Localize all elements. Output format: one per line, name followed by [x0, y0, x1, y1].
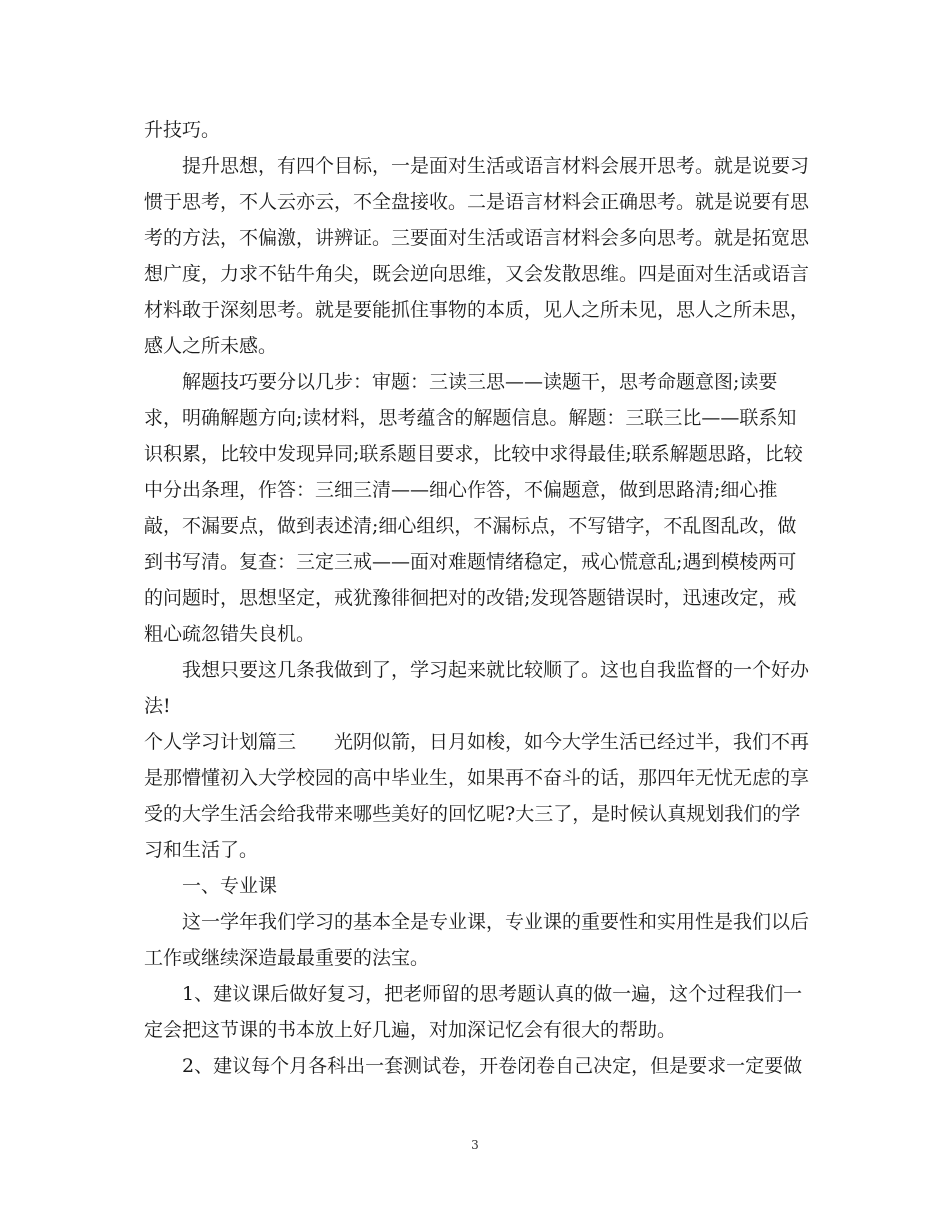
text-line: 考的方法，不偏激，讲辨证。三要面对生活或语言材料会多向思考。就是拓宽思 [144, 227, 810, 249]
text-line: 敲，不漏要点，做到表述清;细心组织，不漏标点，不写错字，不乱图乱改，做 [144, 515, 797, 537]
section-heading-line: 个人学习计划篇三 光阴似箭，日月如梭，如今大学生活已经过半，我们不再 [144, 731, 810, 753]
text-line: 材料敢于深刻思考。就是要能抓住事物的本质，见人之所未见，思人之所未思， [144, 299, 810, 321]
text-line: 到书写清。复查：三定三戒——面对难题情绪稳定，戒心慌意乱;遇到模棱两可 [144, 551, 797, 573]
text-line: 惯于思考，不人云亦云，不全盘接收。二是语言材料会正确思考。就是说要有思 [144, 191, 810, 213]
subheading-line: 一、专业课 [182, 875, 278, 897]
text-line: 升技巧。 [144, 119, 221, 141]
text-line: 法! [144, 695, 171, 717]
paragraph-line: 2、建议每个月各科出一套测试卷，开卷闭卷自己决定，但是要求一定要做 [182, 1055, 803, 1077]
text-line: 习和生活了。 [144, 839, 259, 861]
paragraph-line: 解题技巧要分以几步：审题：三读三思——读题干，思考命题意图;读要 [182, 371, 778, 393]
text-line: 受的大学生活会给我带来哪些美好的回忆呢?大三了，是时候认真规划我们的学 [144, 803, 801, 825]
paragraph-line: 1、建议课后做好复习，把老师留的思考题认真的做一遍，这个过程我们一 [182, 983, 803, 1005]
text-line: 是那懵懂初入大学校园的高中毕业生，如果再不奋斗的话，那四年无忧无虑的享 [144, 767, 810, 789]
page-number: 3 [471, 1138, 479, 1152]
text-line: 感人之所未感。 [144, 335, 278, 357]
text-line: 粗心疏忽错失良机。 [144, 623, 316, 645]
text-line: 中分出条理，作答：三细三清——细心作答，不偏题意，做到思路清;细心推 [144, 479, 778, 501]
text-line: 的问题时，思想坚定，戒犹豫徘徊把对的改错;发现答题错误时，迅速改定，戒 [144, 587, 797, 609]
paragraph-line: 我想只要这几条我做到了，学习起来就比较顺了。这也自我监督的一个好办 [182, 659, 810, 681]
paragraph-line: 提升思想，有四个目标，一是面对生活或语言材料会展开思考。就是说要习 [182, 155, 810, 177]
text-line: 想广度，力求不钻牛角尖，既会逆向思维，又会发散思维。四是面对生活或语言 [144, 263, 810, 285]
text-line: 定会把这节课的书本放上好几遍，对加深记忆会有很大的帮助。 [144, 1019, 677, 1041]
paragraph-line: 这一学年我们学习的基本全是专业课，专业课的重要性和实用性是我们以后 [182, 911, 810, 933]
text-line: 工作或继续深造最最重要的法宝。 [144, 947, 430, 969]
text-line: 识积累，比较中发现异同;联系题目要求，比较中求得最佳;联系解题思路，比较 [144, 443, 803, 465]
text-line: 求，明确解题方向;读材料，思考蕴含的解题信息。解题：三联三比——联系知 [144, 407, 797, 429]
